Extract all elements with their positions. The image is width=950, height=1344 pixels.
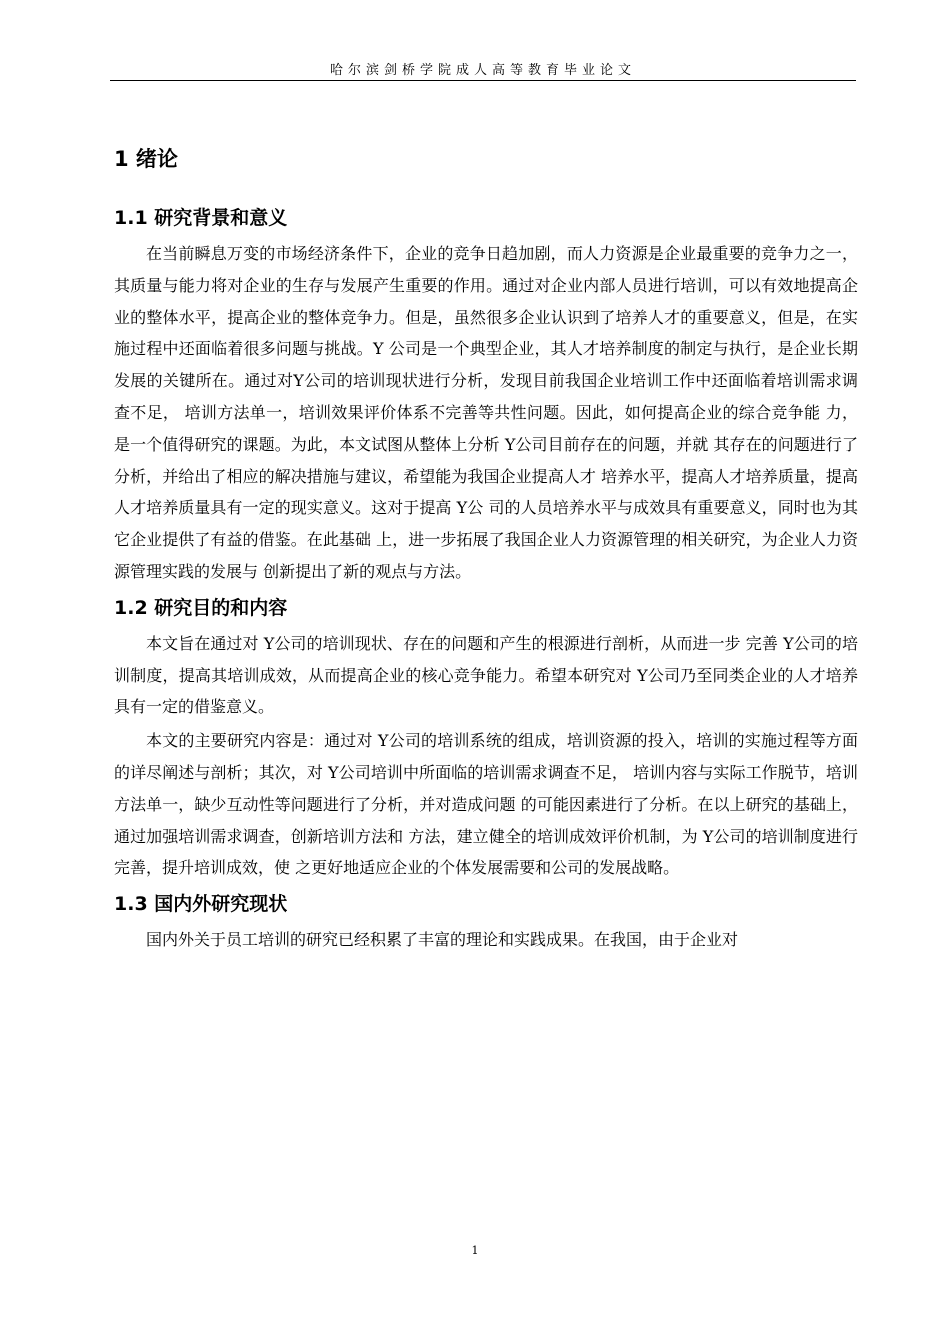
section-heading-1-3: 1.3 国内外研究现状 [114,893,288,916]
document-body [114,140,858,958]
paragraph-research-status: 国内外关于员工培训的研究已经积累了丰富的理论和实践成果。在我国，由于企业对 [146,930,739,950]
chapter-heading: 1 绪论 [114,147,178,171]
paragraph-content: 本文的主要研究内容是：通过对 Y公司的培训系统的组成，培训资源的投入，培训的实施过程等方面的详尽阐述与剖析；其次，对 Y公司培训中所面临的培训需求调查不足， 培训内容与实际工作脱节，培训方法单一，缺少互动性等问题进行了分析，并对造成问题 的可能因素进行了分析。在以上研究的基础上，通过加强培训需求调查，创新培训方法和 方法，建立健全的培训成效评价机制，为 Y公司的培训制度进行完善，提升培训成效，使 之更好地适应企业的个体发展需要和公司的发展战略。 [114,731,858,878]
running-header: 哈尔滨剑桥学院成人高等教育毕业论文 [329,63,636,78]
page-number: 1 [471,1244,479,1257]
section-heading-1-1: 1.1 研究背景和意义 [114,207,288,229]
section-heading-1-2: 1.2 研究目的和内容 [114,596,288,619]
header-rule [110,80,856,81]
paragraph-purpose: 本文旨在通过对 Y公司的培训现状、存在的问题和产生的根源进行剖析，从而进一步 完善 Y公司的培训制度，提高其培训成效，从而提高企业的核心竞争能力。希望本研究对 Y公司乃至同类企业的人才培养具有一定的借鉴意义。 [114,633,858,717]
paragraph-background: 在当前瞬息万变的市场经济条件下，企业的竞争日趋加剧，而人力资源是企业最重要的竞争力之一，其质量与能力将对企业的生存与发展产生重要的作用。通过对企业内部人员进行培训，可以有效地提高企业的整体水平，提高企业的整体竞争力。但是，虽然很多企业认识到了培养人才的重要意义，但是，在实施过程中还面临着很多问题与挑战。Y 公司是一个典型企业，其人才培养制度的制定与执行，是企业长期发展的关键所在。通过对Y公司的培训现状进行分析，发现目前我国企业培训工作中还面临着培训需求调查不足， 培训方法单一，培训效果评价体系不完善等共性问题。因此，如何提高企业的综合竞争能 力，是一个值得研究的课题。为此，本文试图从整体上分析 Y公司目前存在的问题，并就 其存在的问题进行了分析，并给出了相应的解决措施与建议，希望能为我国企业提高人才 培养水平，提高人才培养质量，提高人才培养质量具有一定的现实意义。这对于提高 Y公 司的人员培养水平与成效具有重要意义，同时也为其它企业提供了有益的借鉴。在此基础 上，进一步拓展了我国企业人力资源管理的相关研究，为企业人力资源管理实践的发展与 创新提出了新的观点与方法。 [114,244,858,581]
